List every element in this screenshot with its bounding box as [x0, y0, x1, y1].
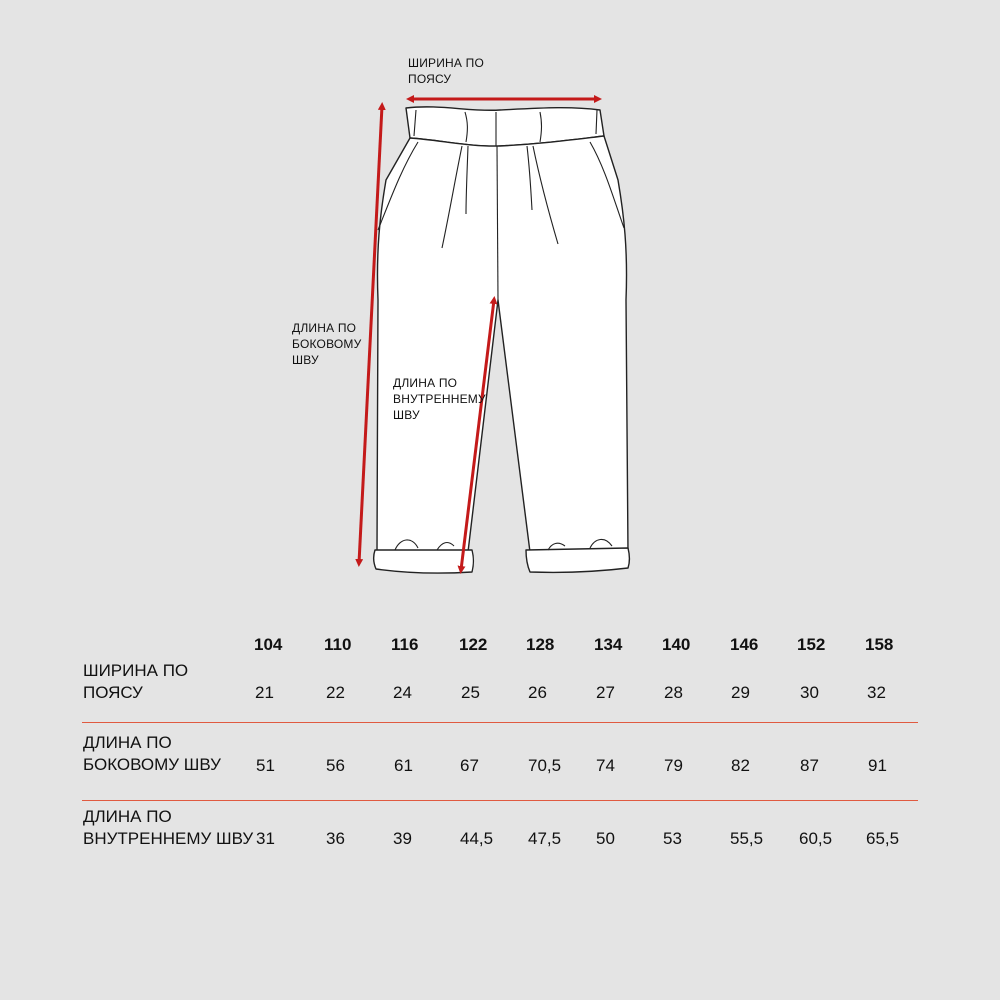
size-header: 134: [594, 635, 623, 654]
table-cell: 51: [256, 756, 275, 775]
table-cell: 55,5: [730, 829, 764, 848]
size-header: 122: [459, 635, 488, 654]
waist-width-label: ШИРИНА ПО ПОЯСУ: [408, 56, 485, 86]
size-table: [0, 620, 1000, 880]
inner-seam-label: ДЛИНА ПО ВНУТРЕННЕМУ ШВУ: [393, 376, 486, 422]
side-seam-label: ДЛИНА ПО БОКОВОМУ ШВУ: [292, 321, 362, 367]
trousers-outline: [374, 107, 630, 573]
size-header: 128: [526, 635, 555, 654]
size-header: 116: [391, 635, 419, 654]
table-cell: 47,5: [528, 829, 562, 848]
table-cell: 91: [868, 756, 887, 775]
table-cell: 39: [393, 829, 412, 848]
table-cell: 26: [528, 683, 547, 702]
size-header: 152: [797, 635, 826, 654]
table-cell: 24: [393, 683, 412, 702]
table-cell: 74: [596, 756, 615, 775]
row-label-side-seam: ДЛИНА ПО БОКОВОМУ ШВУ: [83, 733, 221, 774]
row-label-waist-width: ШИРИНА ПО ПОЯСУ: [83, 661, 189, 702]
table-cell: 25: [461, 683, 480, 702]
row-divider: [82, 800, 918, 801]
table-cell: 60,5: [799, 829, 833, 848]
table-cell: 67: [460, 756, 479, 775]
row-divider: [82, 722, 918, 723]
table-cell: 30: [800, 683, 819, 702]
table-cell: 27: [596, 683, 615, 702]
table-cell: 87: [800, 756, 819, 775]
right-cuff: [526, 548, 630, 572]
table-cell: 36: [326, 829, 345, 848]
table-cell: 61: [394, 756, 413, 775]
trousers-body: [377, 136, 628, 552]
table-cell: 65,5: [866, 829, 900, 848]
table-cell: 82: [731, 756, 750, 775]
left-cuff: [374, 550, 474, 573]
size-header: 158: [865, 635, 894, 654]
table-cell: 70,5: [528, 756, 562, 775]
size-header: 146: [730, 635, 759, 654]
size-header: 104: [254, 635, 283, 654]
table-cell: 28: [664, 683, 683, 702]
table-cell: 21: [255, 683, 274, 702]
table-cell: 22: [326, 683, 345, 702]
table-cell: 79: [664, 756, 683, 775]
table-cell: 29: [731, 683, 750, 702]
table-cell: 50: [596, 829, 615, 848]
table-cell: 44,5: [460, 829, 494, 848]
table-cell: 56: [326, 756, 345, 775]
size-header: 110: [324, 635, 352, 654]
table-cell: 32: [867, 683, 886, 702]
row-label-inner-seam: ДЛИНА ПО ВНУТРЕННЕМУ ШВУ: [83, 807, 254, 848]
table-cell: 53: [663, 829, 682, 848]
table-cell: 31: [256, 829, 275, 848]
size-header: 140: [662, 635, 691, 654]
